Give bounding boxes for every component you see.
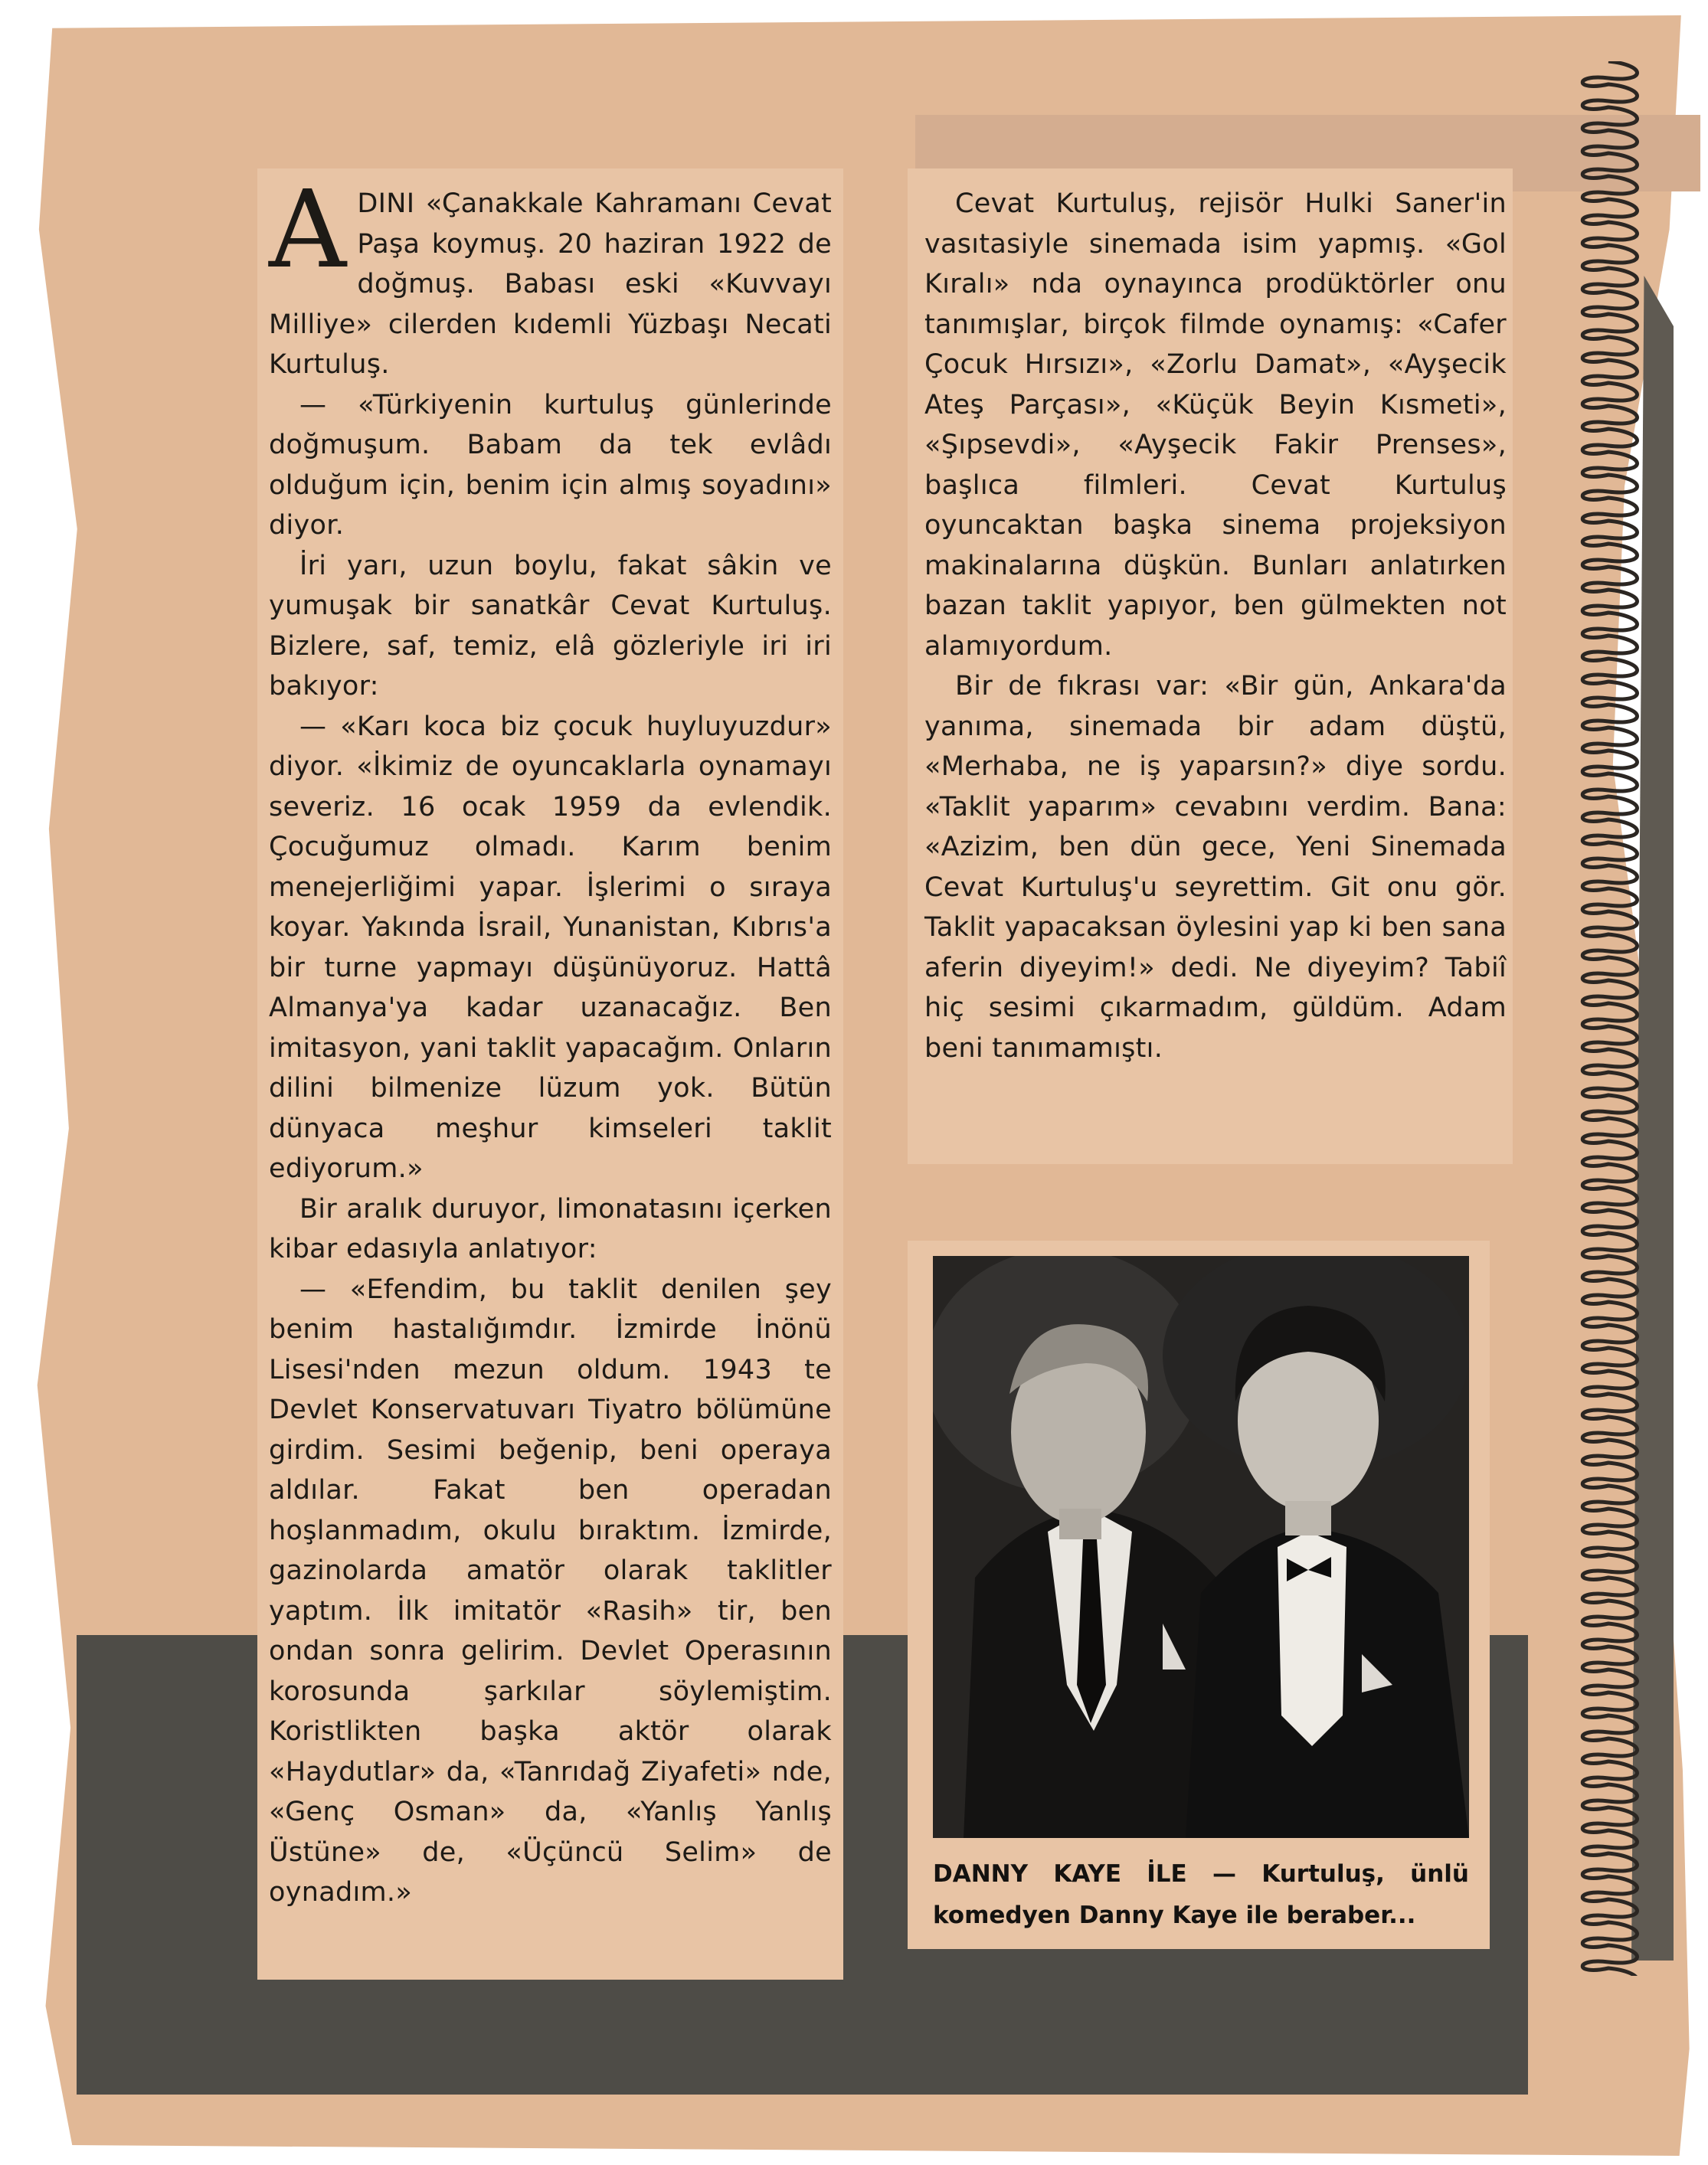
article-body-right [924,184,1507,1068]
photo-illustration [933,1256,1469,1838]
article-column-left [257,168,843,1980]
paragraph: Bir de fıkrası var: «Bir gün, Ankara'da yanıma, sinemada bir adam düştü, «Merhaba, ne iş yaparsın?» diye sordu. «Taklit yaparım» cevabını verdim. Bana: «Azizim, ben dün gece, Yeni Sinemada Cevat Kurtuluş'u seyrettim. Git onu gör. Taklit yapacaksan öylesini yap ki ben sana aferin diyeyim!» dedi. Ne diyeyim? Tabiî hiç sesimi çıkarmadım, güldüm. Adam beni tanımamıştı. [924,671,1507,1064]
photo-caption: DANNY KAYE İLE — Kurtuluş, ünlü komedyen Danny Kaye ile beraber... [933,1860,1469,1929]
photo [933,1256,1469,1838]
photo-box [908,1241,1490,1949]
paragraph: Cevat Kurtuluş, rejisör Hulki Saner'in vasıtasiyle sinemada isim yapmış. «Gol Kıralı» nda oynayınca prodüktörler onu tanımışlar, birçok filmde oynamış: «Cafer Çocuk Hırsızı», «Zorlu Damat», «Ayşecik Ateş Parçası», «Küçük Beyin Kısmeti», «Şıpsevdi», «Ayşecik Fakir Prenses», başlıca filmleri. Cevat Kurtuluş oyuncaktan başka sinema projeksiyon makinalarına düşkün. Bunları anlatırken bazan taklit yapıyor, ben gülmekten not alamıyordum. [924,188,1507,662]
paragraph: İri yarı, uzun boylu, fakat sâkin ve yumuşak bir sanatkâr Cevat Kurtuluş. Bizlere, saf, temiz, elâ gözleriyle iri iri bakıyor: [269,550,832,701]
paragraph-text: DINI «Çanakkale Kahramanı Cevat Paşa koymuş. 20 haziran 1922 de doğmuş. Babası eski «Kuvvayı Milliye» cilerden kıdemli Yüzbaşı Necati Kurtuluş. [269,188,832,380]
paragraph [269,168,832,385]
paragraph: Bir aralık duruyor, limonatasını içerken kibar edasıyla anlatıyor: [269,1193,832,1264]
paragraph: — «Karı koca biz çocuk huyluyuzdur» diyor. «İkimiz de oyuncaklarla oynamayı severiz. 16 ocak 1959 da evlendik. Çocuğumuz olmadı. Karım benim menejerliğimi yapar. İşlerimi o sıraya koyar. Yakında İsrail, Yunanistan, Kıbrıs'a bir turne yapmayı düşünüyoruz. Hattâ Almanya'ya kadar uzanacağız. Ben imitasyon, yani taklit yapacağım. Onların dilini bilmenize lüzum yok. Bütün dünyaca meşhur kimseleri taklit ediyorum.» [269,711,832,1184]
article-column-right [908,168,1513,1164]
paragraph: — «Efendim, bu taklit denilen şey benim hastalığımdır. İzmirde İnönü Lisesi'nden mezun oldum. 1943 te Devlet Konservatuvarı Tiyatro bölümüne girdim. Sesimi beğenip, beni operaya aldılar. Fakat ben operadan hoşlanmadım, okulu bıraktım. İzmirde, gazinolarda amatör olarak taklitler yaptım. İlk imitatör «Rasih» tir, ben ondan sonra gelirim. Devlet Operasının korosunda şarkılar söylemiştim. Koristlikten başka aktör olarak «Haydutlar» da, «Tanrıdağ Ziyafeti» nde, «Genç Osman» da, «Yanlış Yanlış Üstüne» de, «Üçüncü Selim» de oynadım.» [269,1274,832,1908]
article-body-left [269,168,832,1913]
drop-cap: A [269,168,347,293]
paragraph: — «Türkiyenin kurtuluş günlerinde doğmuşum. Babam da tek evlâdı olduğum için, benim için almış soyadını» diyor. [269,389,832,541]
decorative-border [1562,61,1654,1976]
